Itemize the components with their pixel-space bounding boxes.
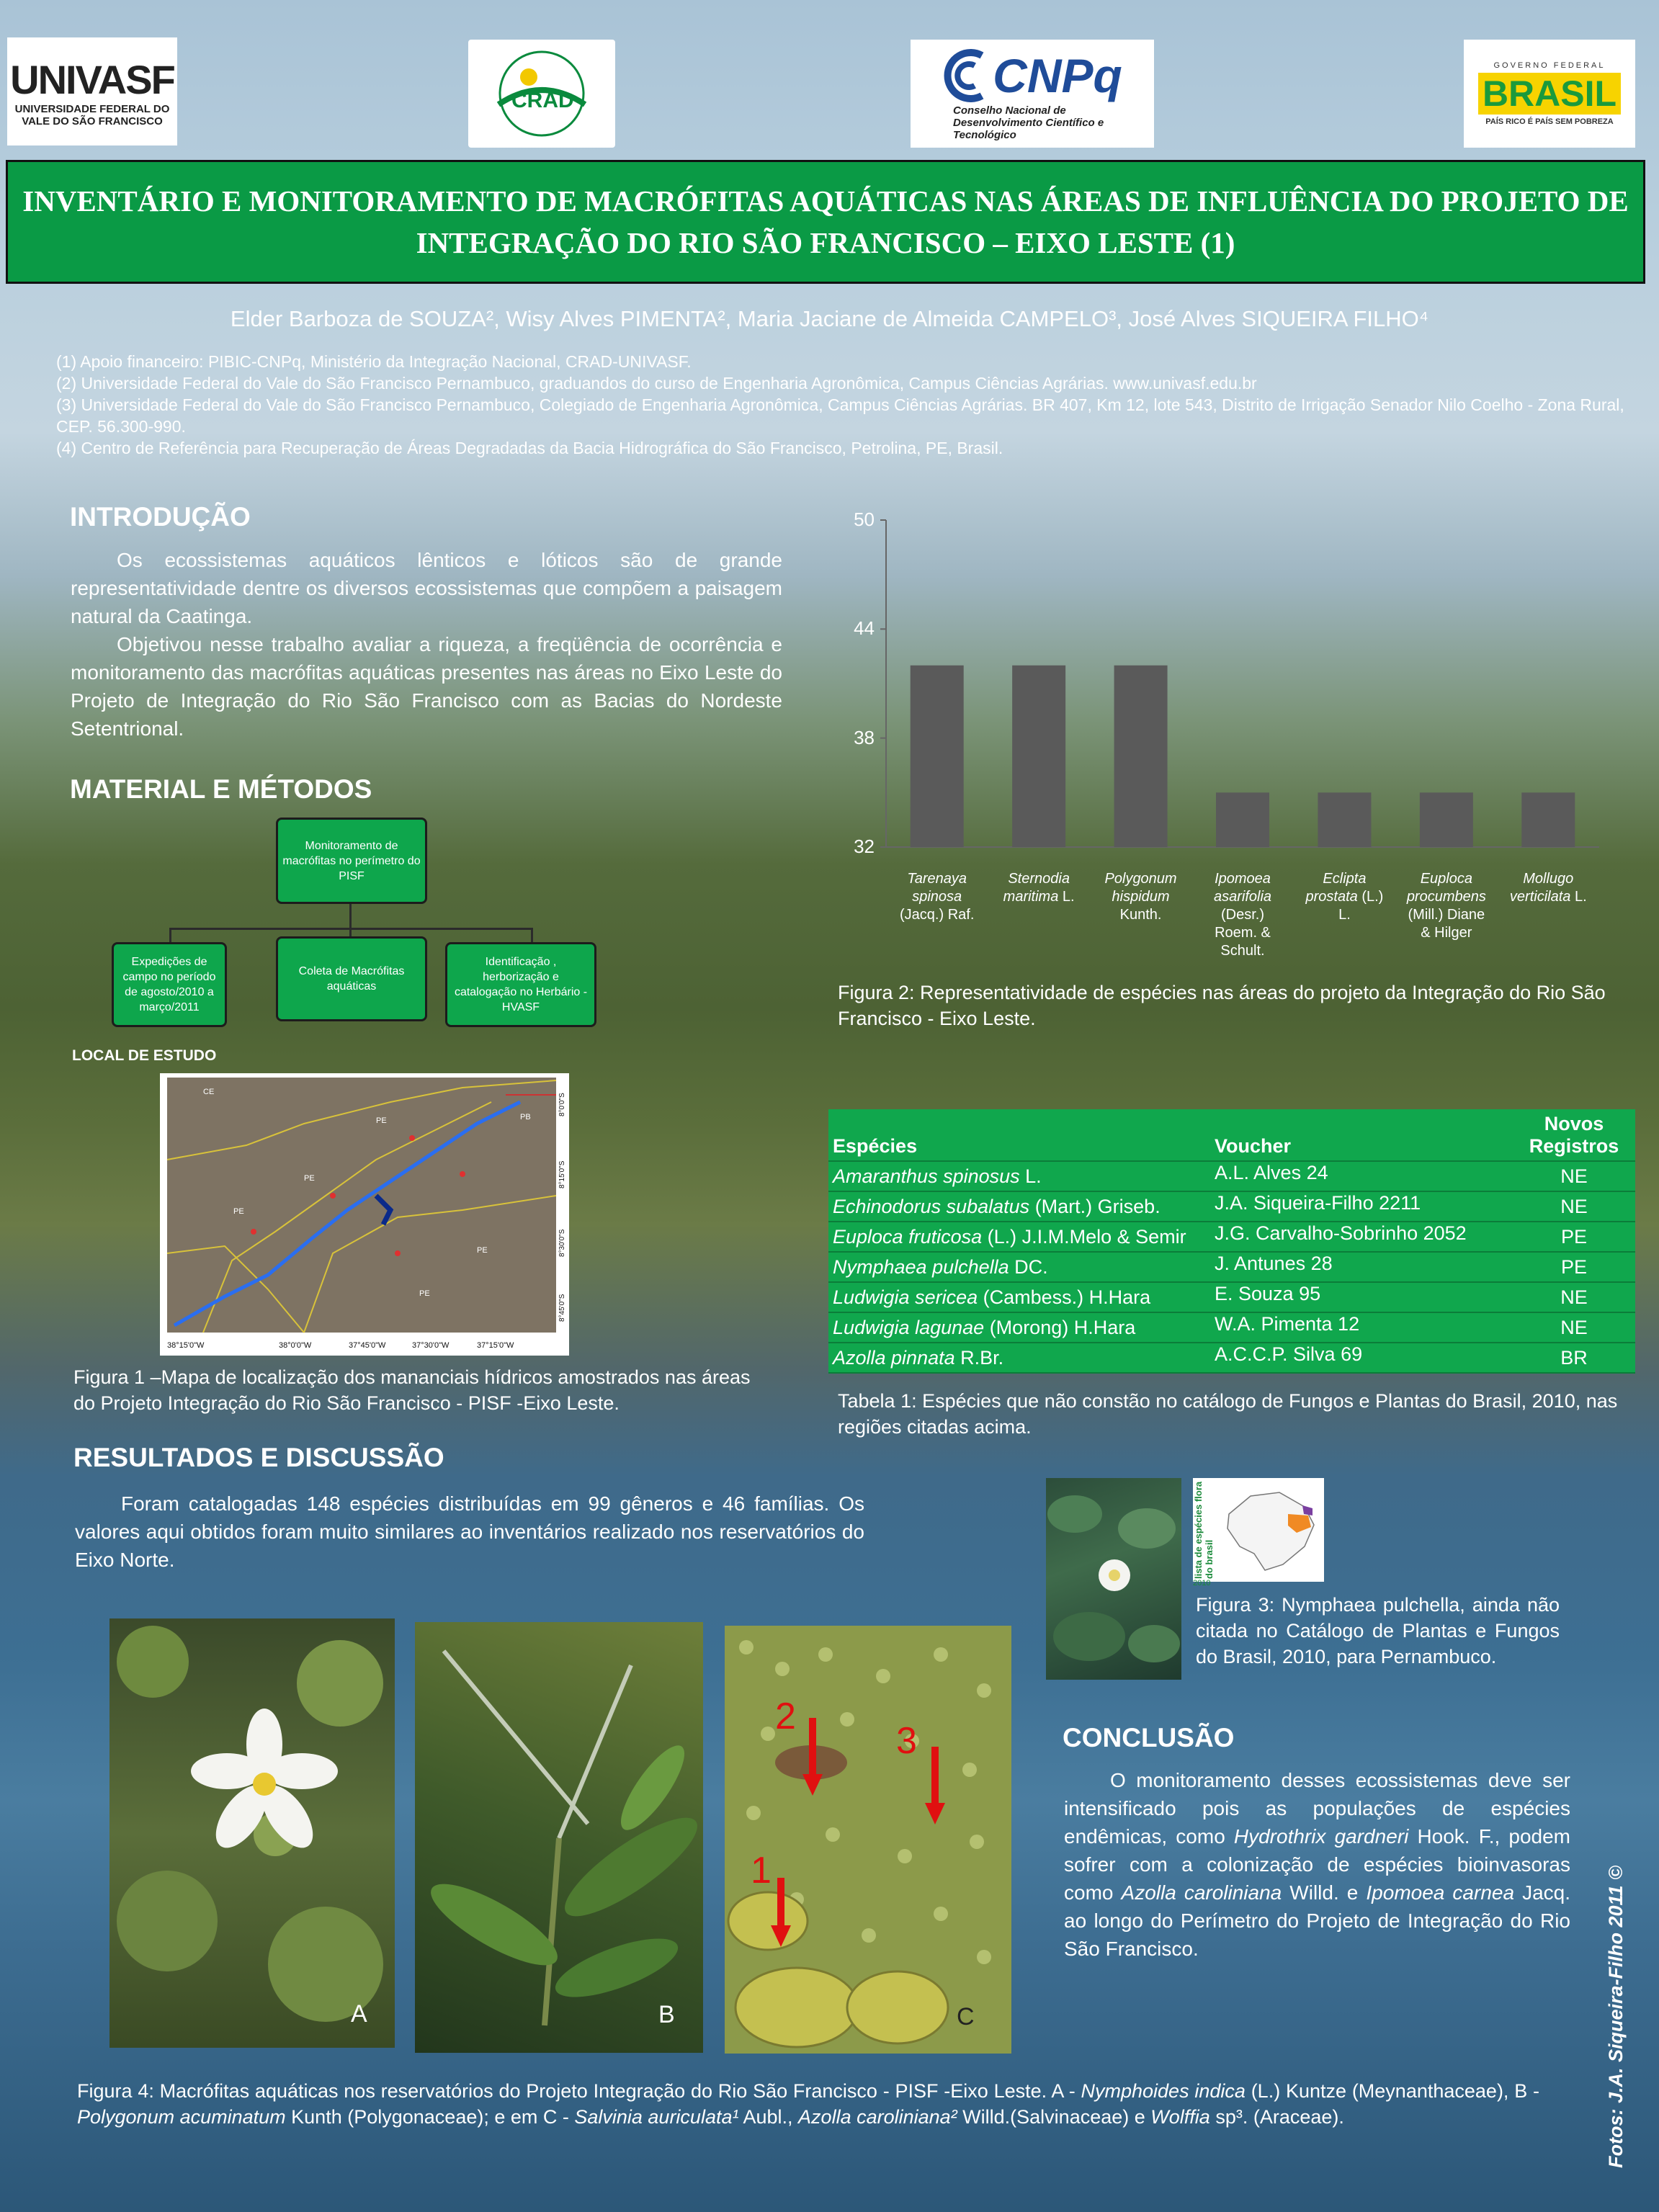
univasf-logo-subtitle: UNIVERSIDADE FEDERAL DO VALE DO SÃO FRANCISCO xyxy=(14,102,170,127)
chart-category-species: Sternodia maritima xyxy=(1003,871,1070,905)
table-row xyxy=(828,1222,1635,1252)
arrow-label-1: 1 xyxy=(751,1850,772,1891)
crad-logo xyxy=(468,40,615,148)
map-place-label: CE xyxy=(203,1088,215,1096)
photo-c-salvinia xyxy=(725,1626,1011,2054)
chart-category-author: Kunth. xyxy=(1119,907,1162,923)
table-row xyxy=(828,1312,1635,1343)
flora-brasil-badge-year: 2010 xyxy=(1193,1579,1211,1588)
brasil-logo xyxy=(1464,40,1635,148)
nymphaea-photo xyxy=(1046,1478,1181,1680)
study-area-map xyxy=(160,1073,569,1356)
chart-category-author: L. xyxy=(1574,889,1587,905)
species-cell xyxy=(828,1343,1210,1373)
flowchart-box-expeditions-text: Expedições de campo no período de agosto/2010 a março/2011 xyxy=(122,956,216,1013)
figure-4-species-name: Azolla caroliniana² xyxy=(798,2106,957,2128)
table-1-caption: Tabela 1: Espécies que não constão no catálogo de Fungos e Plantas do Brasil, 2010, nas regiões citadas acima. xyxy=(838,1390,1618,1438)
affiliation-2: (2) Universidade Federal do Vale do São Francisco Pernambuco, graduandos do curso de Engenharia Agronômica, Campus Ciências Agrárias. www.univasf.edu.br xyxy=(56,374,1257,393)
chart-category-author: (Jacq.) Raf. xyxy=(900,907,975,923)
table-header-species: Espécies xyxy=(833,1135,918,1157)
chart-category-label xyxy=(1199,870,1286,960)
table-row xyxy=(828,1343,1635,1373)
conclusion-text-part: Jacq. ao longo do Perímetro do Projeto de Integração do Rio São Francisco. xyxy=(1064,1881,1570,1960)
polygonum-plant-icon xyxy=(415,1622,703,2053)
brasil-logo-text: BRASIL xyxy=(1478,73,1621,115)
conclusion-text-part: Willd. e xyxy=(1282,1881,1367,1904)
chart-category-label xyxy=(1301,870,1387,924)
map-lon-label: 38°0'0"W xyxy=(279,1341,312,1350)
figure-4-caption-part: (L.) Kuntze (Meynanthaceae), B - xyxy=(1245,2080,1539,2102)
species-author: (L.) J.I.M.Melo & Semir xyxy=(982,1225,1186,1248)
conclusion-text-part: O monitoramento desses ecossistemas deve ser intensificado pois as populações de espécies endêmicas, como xyxy=(1064,1769,1570,1848)
species-cell xyxy=(828,1312,1210,1343)
conclusion-species-name: Hydrothrix gardneri xyxy=(1233,1825,1409,1848)
nymphoides-flower-icon xyxy=(109,1618,395,2048)
chart-y-tick-label: 32 xyxy=(854,836,875,857)
chart-category-label xyxy=(1403,870,1490,942)
voucher-cell: J. Antunes 28 xyxy=(1215,1253,1333,1274)
chart-category-species: Eclipta prostata xyxy=(1305,871,1367,905)
photo-c-label: C xyxy=(957,2003,975,2030)
species-author: (Mart.) Griseb. xyxy=(1029,1195,1161,1217)
figure-4-caption-part: sp³. (Araceae). xyxy=(1209,2106,1344,2128)
chart-y-tick-label: 44 xyxy=(854,617,875,640)
map-lon-label: 38°15'0"W xyxy=(167,1341,205,1350)
voucher-cell: E. Souza 95 xyxy=(1215,1283,1321,1304)
flowchart-box-collection xyxy=(276,936,427,1021)
species-name: Echinodorus subalatus xyxy=(833,1195,1030,1217)
map-lat-label: 8°15'0"S xyxy=(558,1160,566,1188)
conclusion-heading: CONCLUSÃO xyxy=(1063,1723,1235,1752)
map-lat-label: 8°30'0"S xyxy=(558,1229,566,1257)
map-lat-label: 8°45'0"S xyxy=(558,1294,566,1322)
flowchart-box-collection-text: Coleta de Macrófitas aquáticas xyxy=(298,965,405,993)
species-author: DC. xyxy=(1009,1255,1048,1278)
chart-category-species: Ipomoea asarifolia xyxy=(1213,871,1272,905)
intro-text xyxy=(71,546,782,743)
new-record-cell: NE xyxy=(1560,1165,1588,1187)
map-lon-label: 37°45'0"W xyxy=(349,1341,386,1350)
figure-2-caption: Figura 2: Representatividade de espécies nas áreas do projeto da Integração do Rio São Francisco - Eixo Leste. xyxy=(838,982,1606,1029)
species-name: Nymphaea pulchella xyxy=(833,1255,1009,1278)
photo-credit: Fotos: J.A. Siqueira-Filho 2011 © xyxy=(1605,1866,1627,2168)
species-name: Ludwigia sericea xyxy=(833,1286,978,1308)
new-record-cell: NE xyxy=(1560,1195,1588,1217)
photo-b-label: B xyxy=(658,2001,675,2028)
map-place-label: PE xyxy=(477,1246,488,1255)
poster-title-text: INVENTÁRIO E MONITORAMENTO DE MACRÓFITAS AQUÁTICAS NAS ÁREAS DE INFLUÊNCIA DO PROJETO DE INTEGRAÇÃO DO RIO SÃO FRANCISCO – EIXO LESTE (1) xyxy=(22,184,1629,259)
species-cell xyxy=(828,1282,1210,1312)
brasil-logo-subtitle: PAÍS RICO É PAÍS SEM POBREZA xyxy=(1485,117,1614,126)
photo-a-label: A xyxy=(351,2000,367,2028)
species-cell xyxy=(828,1191,1210,1222)
photo-b-polygonum xyxy=(415,1622,703,2053)
figure-4-caption-part: Figura 4: Macrófitas aquáticas nos reservatórios do Projeto Integração do Rio São Francisco - PISF -Eixo Leste. A - xyxy=(77,2080,1081,2102)
flowchart-box-monitoring xyxy=(276,818,427,904)
species-name: Azolla pinnata xyxy=(833,1346,955,1369)
conclusion-text xyxy=(1064,1766,1570,1963)
photo-a-nymphoides xyxy=(109,1618,395,2048)
table-row xyxy=(828,1191,1635,1222)
floating-plants-icon xyxy=(725,1626,1011,2054)
conclusion-species-name: Azolla caroliniana xyxy=(1121,1881,1282,1904)
methods-heading: MATERIAL E MÉTODOS xyxy=(70,774,372,804)
flowchart-box-identification-text: Identificação , herborização e catalogação no Herbário - HVASF xyxy=(454,956,588,1013)
chart-category-label xyxy=(1505,870,1591,906)
new-record-cell: BR xyxy=(1560,1346,1588,1369)
table-header-voucher: Voucher xyxy=(1215,1135,1292,1157)
species-name: Ludwigia lagunae xyxy=(833,1316,985,1338)
flowchart-box-monitoring-text: Monitoramento de macrófitas no perímetro do PISF xyxy=(282,839,421,882)
conclusion-species-name: Ipomoea carnea xyxy=(1366,1881,1515,1904)
species-cell xyxy=(828,1252,1210,1282)
chart-category-author: (Mill.) Diane & Hilger xyxy=(1408,907,1485,941)
new-record-cell: PE xyxy=(1560,1255,1588,1278)
species-table xyxy=(828,1109,1635,1374)
figure-3-caption: Figura 3: Nymphaea pulchella, ainda não citada no Catálogo de Plantas e Fungos do Brasil, 2010, para Pernambuco. xyxy=(1196,1594,1560,1667)
brazil-map-icon xyxy=(1222,1485,1320,1576)
flora-brasil-badge-text: lista de espécies flora do brasil xyxy=(1193,1481,1215,1579)
poster-title xyxy=(6,160,1645,284)
species-cell xyxy=(828,1161,1210,1191)
map-place-label: PE xyxy=(304,1174,315,1183)
map-lon-label: 37°15'0"W xyxy=(477,1341,514,1350)
table-row xyxy=(828,1282,1635,1312)
affiliation-4: (4) Centro de Referência para Recuperação de Áreas Degradadas da Bacia Hidrográfica do São Francisco, Petrolina, PE, Brasil. xyxy=(56,439,1003,457)
figure-4-caption-part: Willd.(Salvinaceae) e xyxy=(957,2106,1151,2128)
figure-4-caption-part: Aubl., xyxy=(738,2106,799,2128)
flora-brasil-badge xyxy=(1193,1478,1324,1588)
chart-category-label xyxy=(996,870,1082,906)
chart-category-species: Polygonum hispidum xyxy=(1104,871,1177,905)
flowchart-connector xyxy=(169,928,171,942)
new-record-cell: NE xyxy=(1560,1316,1588,1338)
figure-4-caption-part: Kunth (Polygonaceae); e em C - xyxy=(285,2106,575,2128)
table-row xyxy=(828,1161,1635,1191)
flowchart-connector xyxy=(531,928,533,942)
map-lat-label: 8°0'0"S xyxy=(558,1093,566,1116)
figure-1-caption: Figura 1 –Mapa de localização dos mananciais hídricos amostrados nas áreas do Projeto Integração do Rio São Francisco - PISF -Eixo Leste. xyxy=(73,1366,751,1414)
chart-y-tick-label: 50 xyxy=(854,509,875,530)
chart-category-label xyxy=(894,870,980,924)
arrow-label-3: 3 xyxy=(896,1720,917,1762)
univasf-logo-text: UNIVASF xyxy=(10,56,174,102)
affiliations xyxy=(56,351,1627,459)
table-header-new-records: Novos Registros xyxy=(1529,1113,1619,1157)
univasf-logo xyxy=(7,37,177,145)
water-lily-icon xyxy=(1046,1478,1181,1680)
intro-heading: INTRODUÇÃO xyxy=(70,502,251,532)
chart-category-author: (L.) L. xyxy=(1338,889,1384,923)
figure-4-species-name: Polygonum acuminatum xyxy=(77,2106,286,2128)
authors-line: Elder Barboza de SOUZA², Wisy Alves PIMENTA², Maria Jaciane de Almeida CAMPELO³, José Alves SIQUEIRA FILHO⁴ xyxy=(230,306,1429,331)
new-record-cell: NE xyxy=(1560,1286,1588,1308)
map-image xyxy=(160,1073,569,1356)
figure-4-caption xyxy=(77,2078,1539,2130)
figure-4-species-name: Salvinia auriculata¹ xyxy=(574,2106,739,2128)
arrow-label-2: 2 xyxy=(775,1696,796,1737)
cnpq-emblem-icon xyxy=(942,47,993,104)
conclusion-text-part: Hook. F., podem sofrer com a colonização de espécies bioinvasoras como xyxy=(1064,1825,1570,1904)
flowchart-connector xyxy=(349,902,352,928)
affiliation-1: (1) Apoio financeiro: PIBIC-CNPq, Ministério da Integração Nacional, CRAD-UNIVASF. xyxy=(56,352,692,371)
chart-category-author: (Desr.) Roem. & Schult. xyxy=(1215,907,1271,959)
results-heading: RESULTADOS E DISCUSSÃO xyxy=(73,1443,444,1472)
species-name: Euploca fruticosa xyxy=(833,1225,983,1248)
conclusion-paragraph xyxy=(1064,1766,1570,1963)
cnpq-logo-text: CNPq xyxy=(993,48,1122,102)
cnpq-logo-subtitle: Conselho Nacional de Desenvolvimento Científico e Tecnológico xyxy=(953,104,1104,141)
chart-y-tick-label: 38 xyxy=(854,726,875,748)
table-header-row xyxy=(828,1109,1635,1161)
voucher-cell: J.G. Carvalho-Sobrinho 2052 xyxy=(1215,1222,1467,1244)
table-row xyxy=(828,1252,1635,1282)
flowchart-box-identification xyxy=(445,942,596,1027)
map-lon-label: 37°30'0"W xyxy=(412,1341,450,1350)
species-cell xyxy=(828,1222,1210,1252)
study-area-label: LOCAL DE ESTUDO xyxy=(72,1047,217,1064)
map-place-label: PB xyxy=(520,1113,531,1121)
chart-labels-layer xyxy=(828,504,1642,965)
species-author: L. xyxy=(1019,1165,1042,1187)
voucher-cell: W.A. Pimenta 12 xyxy=(1215,1313,1360,1335)
species-author: (Morong) H.Hara xyxy=(984,1316,1136,1338)
figure-4-species-name: Wolffia xyxy=(1150,2106,1210,2128)
chart-category-species: Tarenaya spinosa xyxy=(907,871,967,905)
map-place-label: PE xyxy=(376,1116,387,1125)
chart-category-species: Euploca procumbens xyxy=(1406,871,1486,905)
crad-logo-text: CRAD xyxy=(511,89,574,112)
results-paragraph: Foram catalogadas 148 espécies distribuídas em 99 gêneros e 46 famílias. Os valores aqui obtidos foram muito similares ao inventários realizado nos reservatórios do Eixo Norte. xyxy=(75,1492,864,1571)
chart-category-label xyxy=(1098,870,1184,924)
voucher-cell: A.C.C.P. Silva 69 xyxy=(1215,1343,1363,1365)
chart-category-author: L. xyxy=(1062,889,1075,905)
species-name: Amaranthus spinosus xyxy=(833,1165,1020,1187)
chart-category-species: Mollugo verticilata xyxy=(1509,871,1574,905)
flowchart-box-expeditions xyxy=(112,942,227,1027)
voucher-cell: J.A. Siqueira-Filho 2211 xyxy=(1215,1192,1421,1214)
map-place-label: PE xyxy=(233,1207,244,1216)
voucher-cell: A.L. Alves 24 xyxy=(1215,1162,1328,1183)
brasil-logo-top: GOVERNO FEDERAL xyxy=(1493,61,1606,70)
affiliation-3: (3) Universidade Federal do Vale do São Francisco Pernambuco, Colegiado de Engenharia Agronômica, Campus Ciências Agrárias. BR 407, Km 12, lote 543, Distrito de Irrigação Senador Nilo Coelho - Zona Rural, CEP. 56.300-990. xyxy=(56,395,1624,436)
intro-paragraph-1: Os ecossistemas aquáticos lênticos e lóticos são de grande representatividade dentre os diversos ecossistemas que compõem a paisagem natural da Caatinga. xyxy=(71,549,782,627)
map-place-label: PE xyxy=(419,1289,430,1298)
cnpq-logo xyxy=(911,40,1154,148)
intro-paragraph-2: Objetivou nesse trabalho avaliar a riqueza, a freqüência de ocorrência e monitoramento das macrófitas aquáticas presentes nas áreas no Eixo Leste do Projeto de Integração do Rio São Francisco com as Bacias do Nordeste Setentrional. xyxy=(71,633,782,740)
species-author: (Cambess.) H.Hara xyxy=(978,1286,1151,1308)
species-author: R.Br. xyxy=(954,1346,1004,1369)
results-text xyxy=(75,1490,864,1574)
figure-4-species-name: Nymphoides indica xyxy=(1081,2080,1246,2102)
new-record-cell: PE xyxy=(1560,1225,1588,1248)
